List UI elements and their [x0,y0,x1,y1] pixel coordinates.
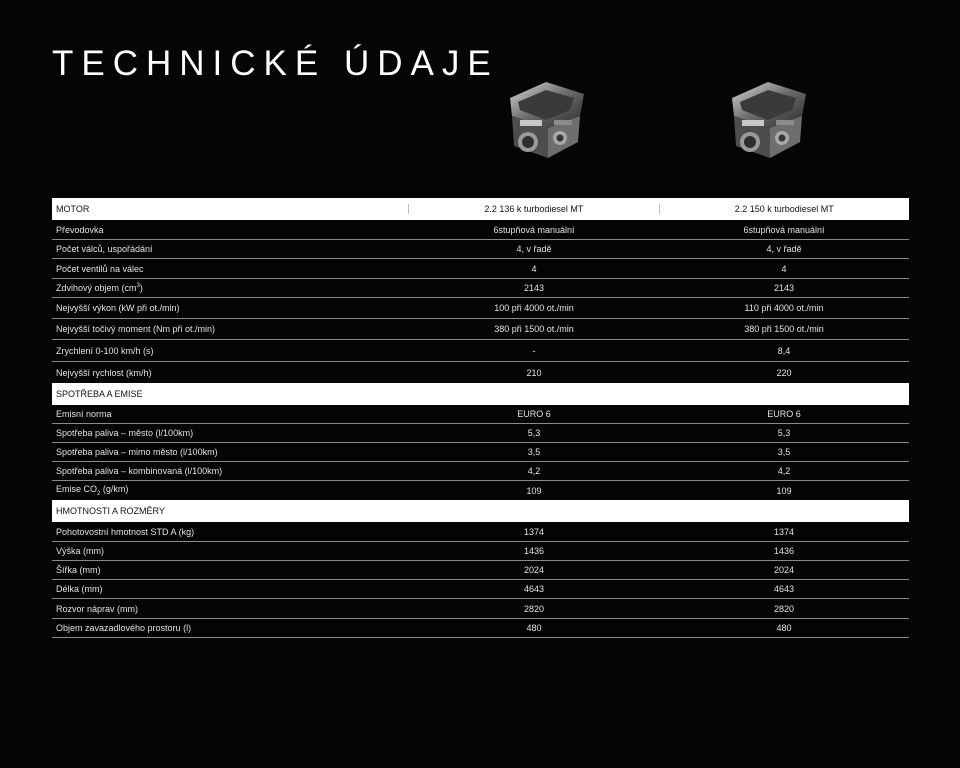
row-value-1: 3,5 [527,447,541,457]
row-label: Nejvyšší rychlost (km/h) [56,367,152,378]
row-value-1: 1436 [523,546,545,556]
row-value-1: 2143 [523,283,545,293]
row-value-1: 2820 [523,603,545,614]
specs-table [52,198,909,638]
table-row [52,240,909,259]
table-row [52,443,909,462]
row-label: Nejvyšší točivý moment (Nm při ot./min) [56,324,216,334]
table-row [52,481,909,500]
row-value-1: 480 [526,623,542,633]
label-part: Emise CO [56,484,98,495]
table-row [52,462,909,481]
table-row [52,424,909,443]
row-label: Počet válců, uspořádání [56,244,153,254]
table-row [52,220,909,240]
label-sup: 3 [136,283,140,289]
table-row [52,298,909,319]
row-label [52,283,409,293]
row-label: Délka (mm) [56,584,103,594]
row-value-1: 4643 [523,584,545,594]
row-value-1: 210 [526,367,542,378]
row-value-2: 2143 [773,283,795,293]
row-label: Šířka (mm) [56,565,101,575]
row-value-2: 4,2 [777,466,791,476]
row-value-1: 100 při 4000 ot./min [494,303,574,313]
row-value-1: 109 [526,485,542,496]
row-value-2: 1436 [773,546,795,556]
row-value-1: 4 [531,263,537,274]
row-label: Spotřeba paliva – kombinovaná (l/100km) [56,466,223,476]
row-value-2: 110 při 4000 ot./min [744,303,824,313]
table-row [52,619,909,638]
row-value-2: 8,4 [777,345,791,356]
row-label: Spotřeba paliva – mimo město (l/100km) [56,447,218,457]
row-value-2: 2024 [773,565,795,575]
row-value-2: 2820 [773,603,795,614]
page-title: TECHNICKÉ ÚDAJE [52,44,499,83]
row-label: Pohotovostní hmotnost STD A (kg) [56,526,195,537]
header-engine-1: 2.2 136 k turbodiesel MT [408,204,658,214]
row-value-1: 2024 [523,565,545,575]
engine-image-2 [722,76,810,168]
row-label: Převodovka [56,224,104,235]
table-row [52,522,909,542]
row-value-1: 6stupňová manuální [493,224,575,235]
row-label: Počet ventilů na válec [56,263,144,274]
row-value-1: 4,2 [527,466,541,476]
row-label: Výška (mm) [56,546,104,556]
row-value-1: EURO 6 [517,409,551,419]
table-header [52,198,909,220]
table-row [52,542,909,561]
section-header-hmotnosti: HMOTNOSTI A ROZMĚRY [52,500,909,522]
row-value-1: - [532,345,536,356]
row-label [52,484,409,497]
row-value-2: 4, v řadě [766,244,802,254]
row-value-1: 4, v řadě [516,244,552,254]
row-label: Nejvyšší výkon (kW při ot./min) [56,303,180,313]
row-value-2: 5,3 [777,428,791,438]
row-label: Spotřeba paliva – město (l/100km) [56,428,194,438]
section-header-emise: SPOTŘEBA A EMISE [52,383,909,405]
table-row [52,580,909,599]
header-label: MOTOR [56,204,90,214]
label-part: ) [139,283,143,293]
row-value-2: 3,5 [777,447,791,457]
table-row [52,362,909,383]
engine-image-1 [500,76,588,168]
row-value-2: 4643 [773,584,795,594]
label-part: (g/km) [100,484,129,495]
table-row [52,561,909,580]
row-value-1: 1374 [523,526,545,537]
label-sub: 2 [97,490,101,497]
table-row [52,319,909,340]
row-value-1: 380 při 1500 ot./min [494,324,574,334]
table-row [52,599,909,619]
label-part: Zdvihový objem (cm [56,283,137,293]
row-value-2: 6stupňová manuální [743,224,825,235]
row-value-2: 1374 [773,526,795,537]
row-value-2: 380 při 1500 ot./min [744,324,824,334]
row-value-2: 480 [776,623,792,633]
row-label: Objem zavazadlového prostoru (l) [56,623,192,633]
table-row [52,405,909,424]
row-label: Emisní norma [56,409,112,419]
row-label: Zrychlení 0-100 km/h (s) [56,345,154,356]
row-value-2: 4 [781,263,787,274]
header-engine-2: 2.2 150 k turbodiesel MT [659,204,909,214]
row-value-2: 220 [776,367,792,378]
row-value-1: 5,3 [527,428,541,438]
table-row [52,279,909,298]
row-value-2: 109 [776,485,792,496]
row-value-2: EURO 6 [767,409,801,419]
table-row [52,340,909,362]
row-label: Rozvor náprav (mm) [56,603,139,614]
table-row [52,259,909,279]
